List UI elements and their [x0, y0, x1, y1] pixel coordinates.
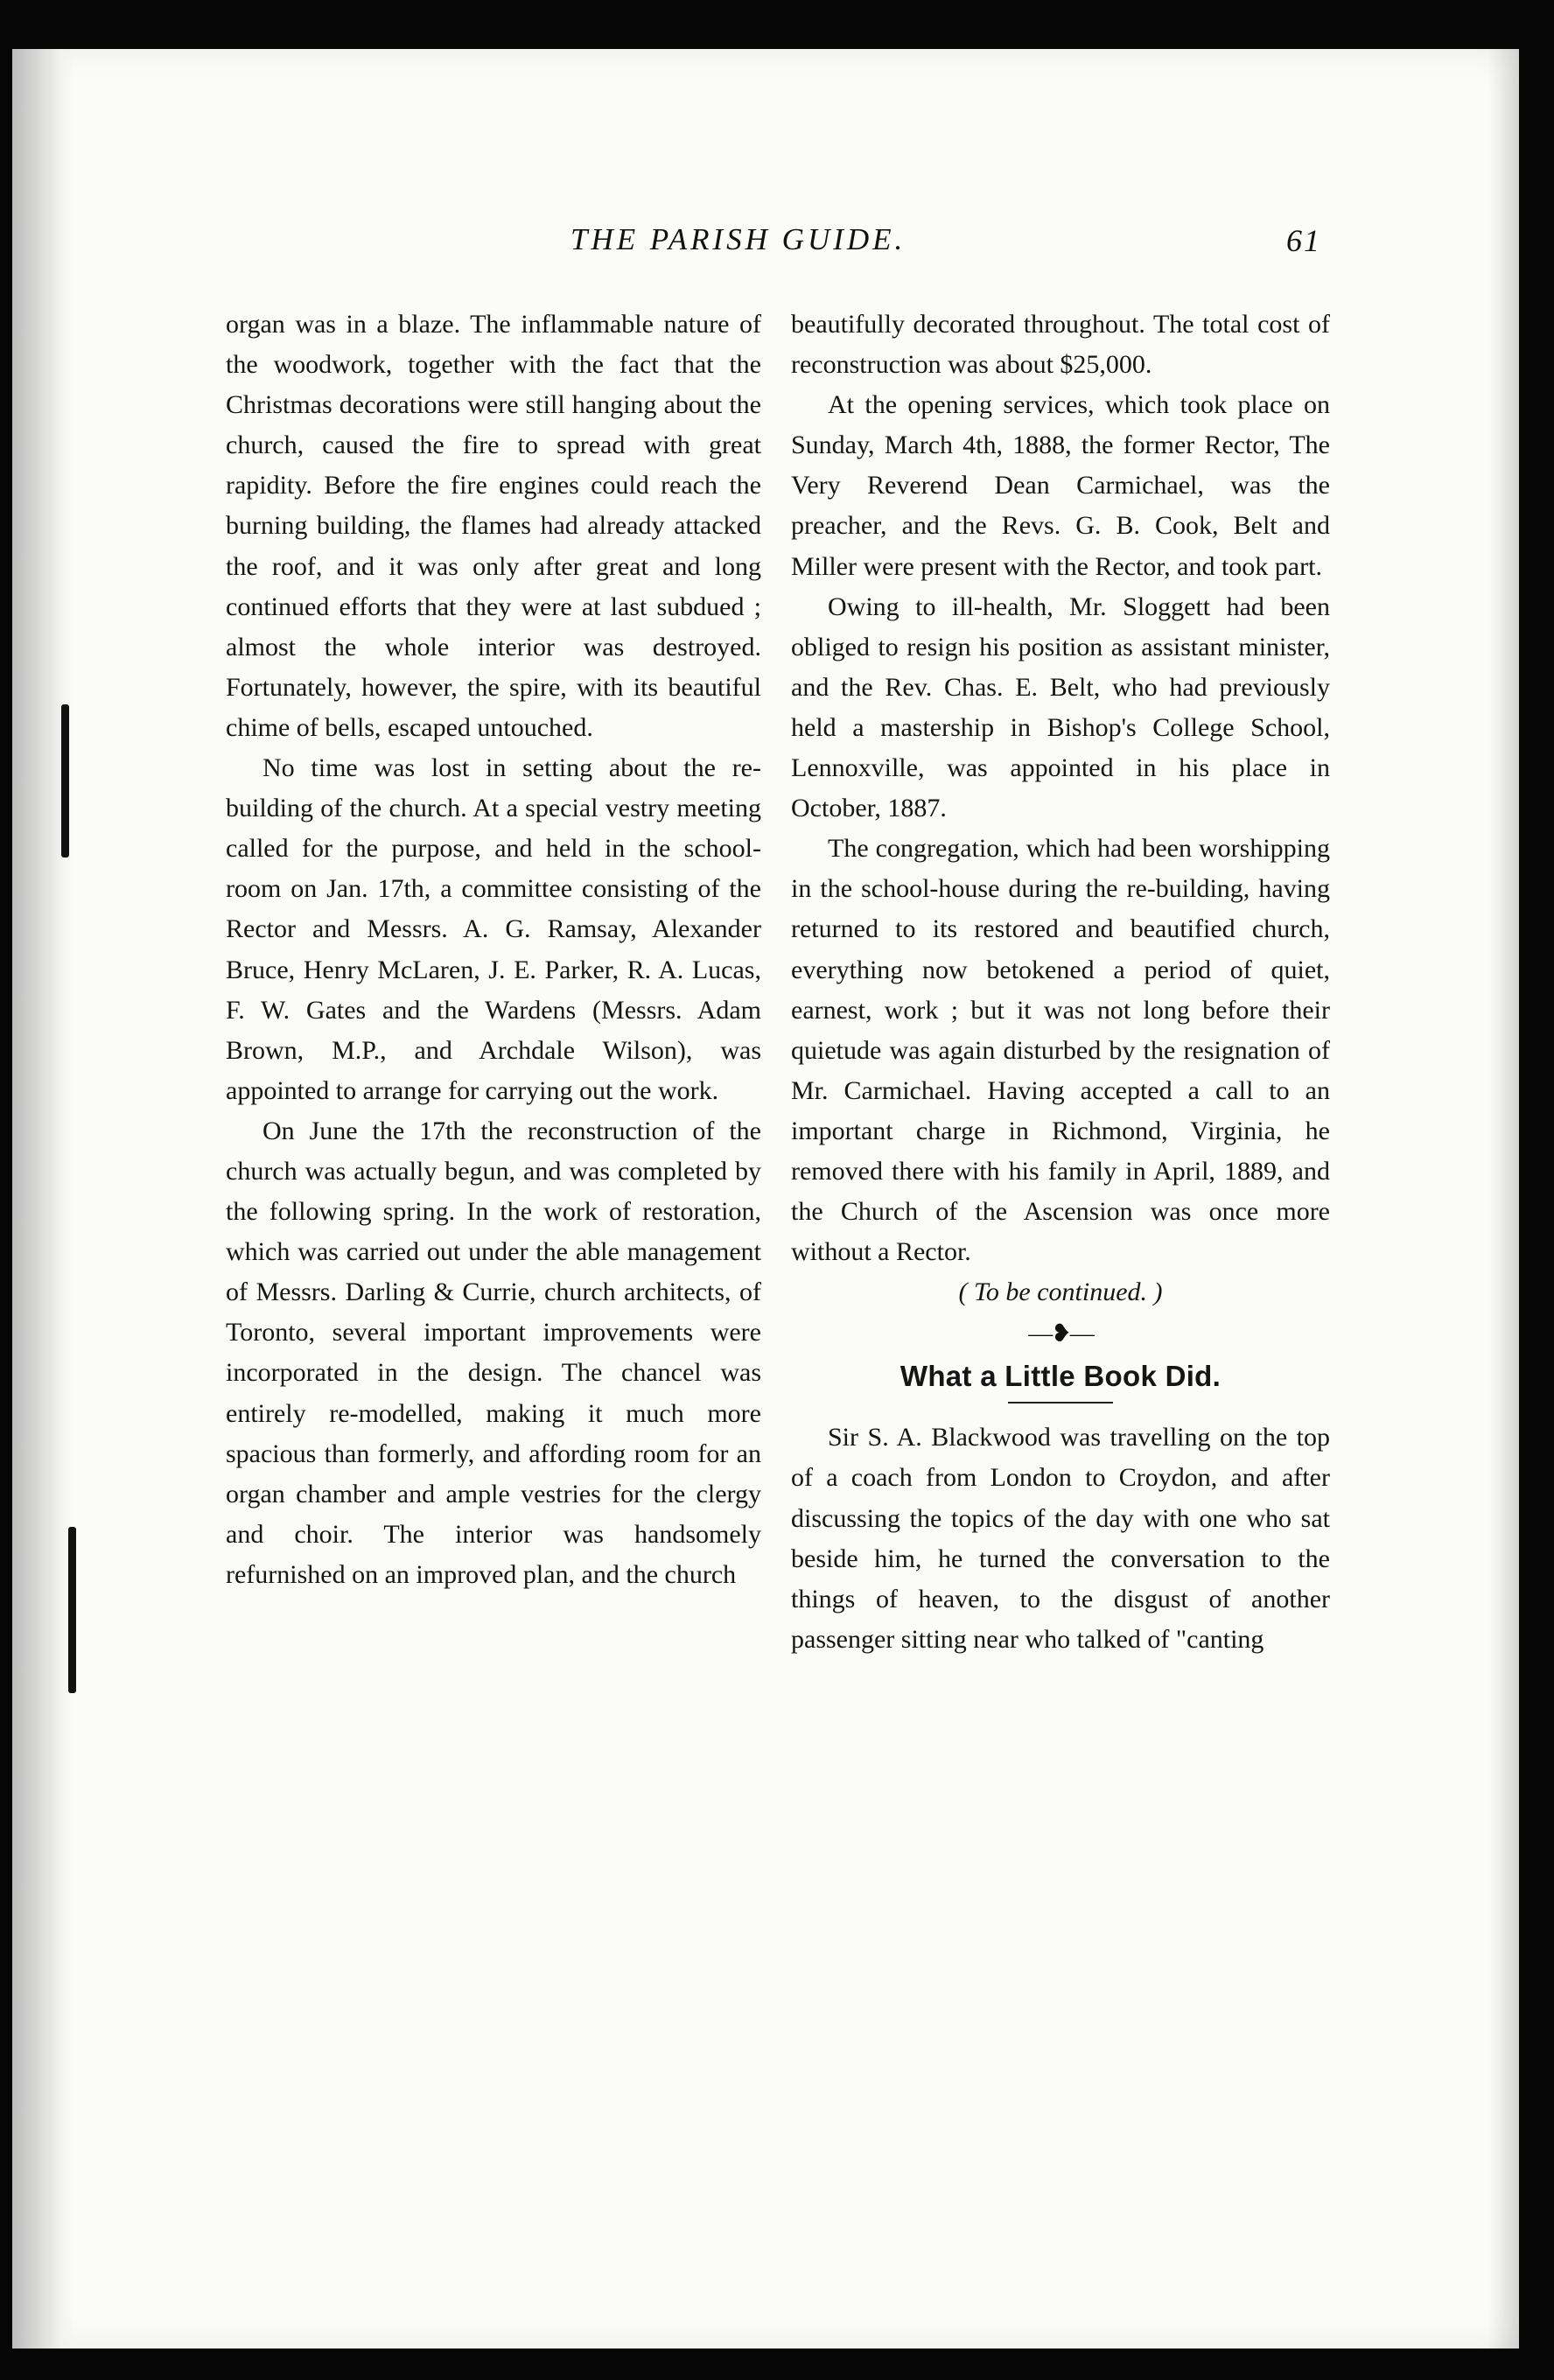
paragraph: The congregation, which had been worshipping in the school-house during the re-building, having returned to its restored and beautified church, everything now betokened a period of quiet, earnest, work ; but it was not long before their quietude was again disturbed by the resignation of Mr. Carmichael. Having accepted a call to an important charge in Richmond, Virginia, he removed there with his family in April, 1889, and the Church of the Ascension was once more without a Rector. [791, 834, 1330, 1267]
article-heading: What a Little Book Did. [900, 1360, 1222, 1393]
running-title: THE PARISH GUIDE. [570, 222, 906, 256]
paragraph: organ was in a blaze. The inflammable nature of the woodwork, together with the fact that the Christmas decorations were still hanging about the church, caused the fire to spread with great rapidity. Before the fire engines could reach the burning building, the flames had already attacked the roof, and it was only after great and long continued efforts that they were at last subdued ; almost the whole interior was destroyed. Fortunately, however, the spire, with its beautiful chime of bells, escaped untouched. [226, 310, 761, 742]
paragraph: At the opening services, which took place on Sunday, March 4th, 1888, the former Rector, The Very Reverend Dean Carmichael, was the preacher, and the Revs. G. B. Cook, Belt and Miller were present with the Rector, and took part. [791, 390, 1330, 581]
ornament-divider: —❥— [1028, 1320, 1093, 1348]
binding-thread-mark [68, 1527, 76, 1693]
binding-thread-mark [61, 704, 69, 858]
running-header [0, 219, 1554, 271]
gutter-shadow [12, 49, 74, 2348]
page-edge-shadow [1488, 49, 1519, 2348]
paragraph: Owing to ill-health, Mr. Sloggett had been obliged to resign his position as assistant minister, and the Rev. Chas. E. Belt, who had previously held a mastership in Bishop's College School, Lennoxville, was appointed in his place in October, 1887. [791, 592, 1330, 823]
heading-rule [1008, 1402, 1113, 1404]
paragraph: beautifully decorated throughout. The total cost of reconstruction was about $25,000. [791, 310, 1330, 380]
paragraph: On June the 17th the reconstruction of the church was actually begun, and was completed by the following spring. In the work of restoration, which was carried out under the able management of Messrs. Darling & Currie, church architects, of Toronto, several important improvements were incorporated in the design. The chancel was entirely re-modelled, making it much more spacious than formerly, and affording room for an organ chamber and ample vestries for the clergy and choir. The interior was handsomely refurnished on an improved plan, and the church [226, 1116, 761, 1589]
left-column [226, 304, 761, 1595]
paragraph: No time was lost in setting about the re-building of the church. At a special vestry meeting called for the purpose, and held in the school-room on Jan. 17th, a committee consisting of the Rector and Messrs. A. G. Ramsay, Alexander Bruce, Henry McLaren, J. E. Parker, R. A. Lucas, F. W. Gates and the Wardens (Messrs. Adam Brown, M.P., and Archdale Wilson), was appointed to arrange for carrying out the work. [226, 753, 761, 1105]
right-column [791, 304, 1330, 1660]
paragraph: Sir S. A. Blackwood was travelling on the top of a coach from London to Croydon, and after discussing the topics of the day with one who sat beside him, he turned the conversation to the things of heaven, to the disgust of another passenger sitting near who talked of "canting [791, 1423, 1330, 1654]
page-number: 61 [1286, 223, 1321, 258]
continued-note: ( To be continued. ) [958, 1278, 1163, 1307]
